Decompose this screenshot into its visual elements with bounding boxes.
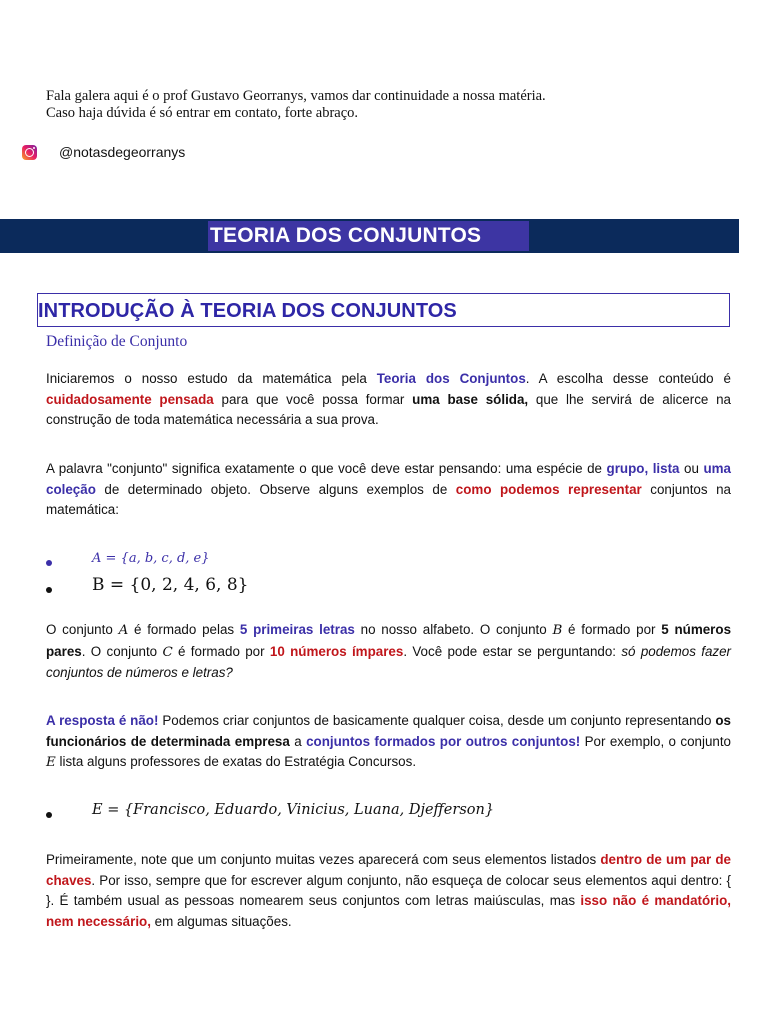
- paragraph-2: A palavra "conjunto" significa exatamente o que você deve estar pensando: uma espécie de grupo, lista ou uma coleção de determinado objeto. Observe alguns exemplos de como podemos representar conjuntos na matemática:: [46, 461, 731, 517]
- example-list-item-a: [46, 551, 210, 566]
- paragraph-4: A resposta é não! Podemos criar conjuntos de basicamente qualquer coisa, desde um conjunto representando os funcionários de determinada empresa a conjuntos formados por outros conjuntos! Por exemplo, o conjunto E lista alguns professores de exatas do Estratégia Concursos.: [46, 713, 732, 770]
- example-list-item-b: [46, 575, 249, 595]
- intro-text: [46, 88, 546, 122]
- bullet-icon: [46, 560, 52, 566]
- banner: [0, 219, 739, 253]
- paragraph-3: O conjunto A é formado pelas 5 primeiras letras no nosso alfabeto. O conjunto B é formado por 5 números pares. O conjunto C é formado por 10 números ímpares. Você pode estar se perguntando: só podemos fazer conjuntos de números e letras?: [46, 622, 732, 680]
- intro-line-1: Fala galera aqui é o prof Gustavo Georranys, vamos dar continuidade a nossa matéria.: [46, 88, 546, 104]
- intro-line-2: Caso haja dúvida é só entrar em contato, forte abraço.: [46, 105, 359, 121]
- banner-title: TEORIA DOS CONJUNTOS: [208, 221, 529, 251]
- bullet-icon: [46, 812, 52, 818]
- example-list-item-e: [46, 802, 495, 818]
- instagram-icon: [22, 145, 37, 160]
- paragraph-1: Iniciaremos o nosso estudo da matemática pela Teoria dos Conjuntos. A escolha desse conteúdo é cuidadosamente pensada para que você possa formar uma base sólida, que lhe servirá de alicerce na construção de toda matemática necessária a sua prova.: [46, 371, 731, 427]
- set-e-notation: E = {Francisco, Eduardo, Vinicius, Luana, Djefferson}: [92, 802, 495, 818]
- set-b-notation: B = {0, 2, 4, 6, 8}: [92, 575, 249, 595]
- instagram-handle[interactable]: @notasdegeorranys: [59, 144, 186, 160]
- section-subtitle: Definição de Conjunto: [46, 333, 188, 350]
- section-header: [37, 293, 730, 327]
- section-title: INTRODUÇÃO À TEORIA DOS CONJUNTOS: [38, 300, 457, 322]
- instagram-row[interactable]: [20, 144, 185, 160]
- paragraph-5: Primeiramente, note que um conjunto muitas vezes aparecerá com seus elementos listados dentro de um par de chaves. Por isso, sempre que for escrever algum conjunto, não esqueça de colocar seus elementos aqui dentro: { }. É também usual as pessoas nomearem seus conjuntos com letras maiúsculas, mas isso não é mandatório, nem necessário, em algumas situações.: [46, 852, 732, 929]
- set-a-notation: A = {a, b, c, d, e}: [92, 551, 210, 566]
- bullet-icon: [46, 587, 52, 593]
